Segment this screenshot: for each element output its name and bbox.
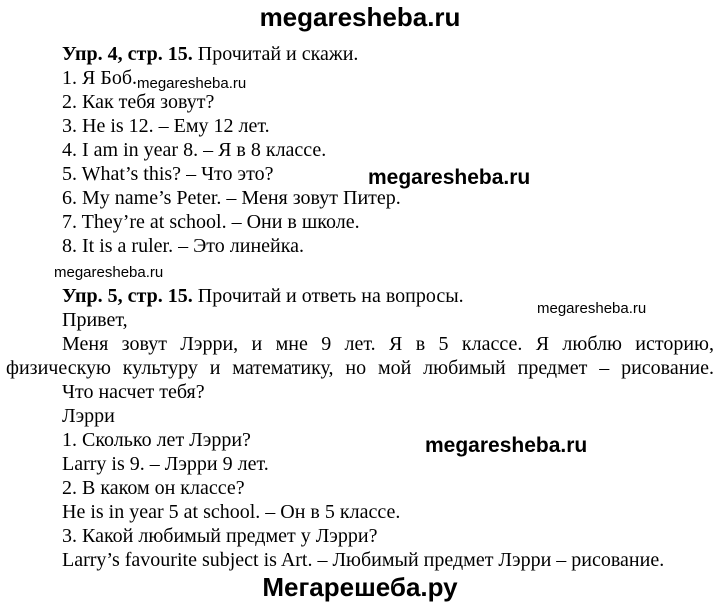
letter-line: Меня зовут Лэрри, и мне 9 лет. Я в 5 классе. Я люблю историю,	[62, 333, 714, 355]
watermark-inline: megaresheba.ru	[54, 264, 164, 281]
exercise-4-title	[62, 42, 358, 66]
list-item: 6. My name’s Peter. – Меня зовут Питер.	[62, 187, 401, 209]
list-item: 3. He is 12. – Ему 12 лет.	[62, 115, 270, 137]
question: 3. Какой любимый предмет у Лэрри?	[62, 525, 378, 547]
list-item: 8. It is a ruler. – Это линейка.	[62, 235, 305, 257]
watermark-inline: megaresheba.ru	[368, 166, 531, 189]
letter-line: физическую культуру и математику, но мой любимый предмет – рисование.	[6, 357, 714, 379]
exercise-5-instruction: Прочитай и ответь на вопросы.	[197, 285, 464, 307]
answer: Larry’s favourite subject is Art. – Любимый предмет Лэрри – рисование.	[62, 549, 665, 571]
watermark-top: megaresheba.ru	[259, 2, 461, 32]
list-item: 7. They’re at school. – Они в школе.	[62, 211, 360, 233]
question: 2. В каком он классе?	[62, 477, 245, 499]
answer: He is in year 5 at school. – Он в 5 классе.	[62, 501, 401, 523]
watermark-inline: megaresheba.ru	[537, 300, 647, 317]
list-item: 2. Как тебя зовут?	[62, 91, 215, 113]
letter-line: Что насчет тебя?	[62, 381, 205, 403]
watermark-bottom: Мегарешеба.ру	[262, 572, 458, 602]
watermark-inline: megaresheba.ru	[425, 434, 588, 457]
question: 1. Сколько лет Лэрри?	[62, 429, 251, 451]
exercise-4-instruction: Прочитай и скажи.	[197, 43, 359, 65]
list-item: 1. Я Боб.	[62, 67, 137, 89]
list-item: 4. I am in year 8. – Я в 8 классе.	[62, 139, 327, 161]
letter-greeting: Привет,	[62, 309, 128, 331]
watermark-inline: megaresheba.ru	[137, 75, 247, 92]
letter-signature: Лэрри	[62, 405, 115, 427]
exercise-4-heading: Упр. 4, стр. 15.	[62, 43, 193, 65]
exercise-5-heading: Упр. 5, стр. 15.	[62, 285, 193, 307]
answer: Larry is 9. – Лэрри 9 лет.	[62, 453, 269, 475]
list-item: 5. What’s this? – Что это?	[62, 163, 274, 185]
exercise-5-title	[62, 284, 464, 308]
